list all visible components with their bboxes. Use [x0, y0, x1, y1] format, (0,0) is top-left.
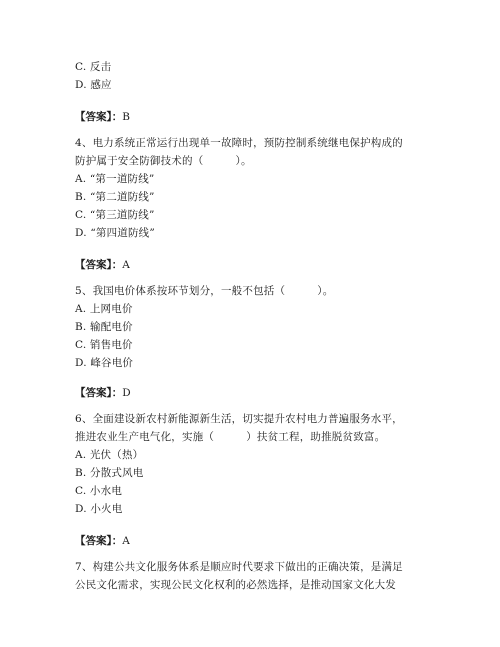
q3-answer: [75, 110, 130, 124]
answer-value: A: [122, 259, 130, 271]
q6-stem-line2: 推进农业生产电气化，实施（ ）扶贫工程，助推脱贫致富。: [75, 431, 386, 443]
q5-option-b: B. 输配电价: [75, 321, 133, 333]
q6-option-b: B. 分散式风电: [75, 467, 144, 479]
q4-option-a: A. “第一道防线”: [75, 173, 155, 185]
q7-stem-line2: 公民文化需求，实现公民文化权利的必然选择，是推动国家文化大发: [75, 579, 396, 591]
answer-label: 【答案】：: [75, 111, 123, 123]
q4-stem-line2: 防护属于安全防御技术的（ ）。: [75, 155, 252, 167]
answer-value: A: [122, 535, 130, 547]
q4-option-b: B. “第二道防线”: [75, 191, 155, 203]
answer-label: 【答案】：: [75, 535, 123, 547]
q6-option-a: A. 光伏（热）: [75, 449, 144, 461]
q6-stem-line1: 6、全面建设新农村新能源新生活，切实提升农村电力普遍服务水平，: [75, 413, 403, 425]
q5-option-a: A. 上网电价: [75, 303, 133, 315]
answer-label: 【答案】：: [75, 259, 123, 271]
q7-stem-line1: 7、构建公共文化服务体系是顺应时代要求下做出的正确决策，是满足: [75, 561, 403, 573]
q3-option-c: C. 反击: [75, 61, 112, 73]
q6-option-d: D. 小火电: [75, 503, 123, 515]
answer-value: D: [122, 387, 131, 399]
answer-label: 【答案】：: [75, 387, 123, 399]
q4-option-c: C. “第三道防线”: [75, 209, 155, 221]
answer-value: B: [122, 111, 130, 123]
q5-stem-line1: 5、我国电价体系按环节划分，一般不包括（ ）。: [75, 285, 334, 297]
q3-option-d: D. 感应: [75, 79, 112, 91]
q6-option-c: C. 小水电: [75, 485, 123, 497]
q5-option-c: C. 销售电价: [75, 339, 133, 351]
q4-answer: [75, 258, 130, 272]
q5-option-d: D. 峰谷电价: [75, 357, 134, 369]
q4-option-d: D. “第四道防线”: [75, 227, 155, 239]
q6-answer: [75, 534, 130, 548]
q5-answer: [75, 386, 131, 400]
q4-stem-line1: 4、电力系统正常运行出现单一故障时，预防控制系统继电保护构成的: [75, 137, 403, 149]
